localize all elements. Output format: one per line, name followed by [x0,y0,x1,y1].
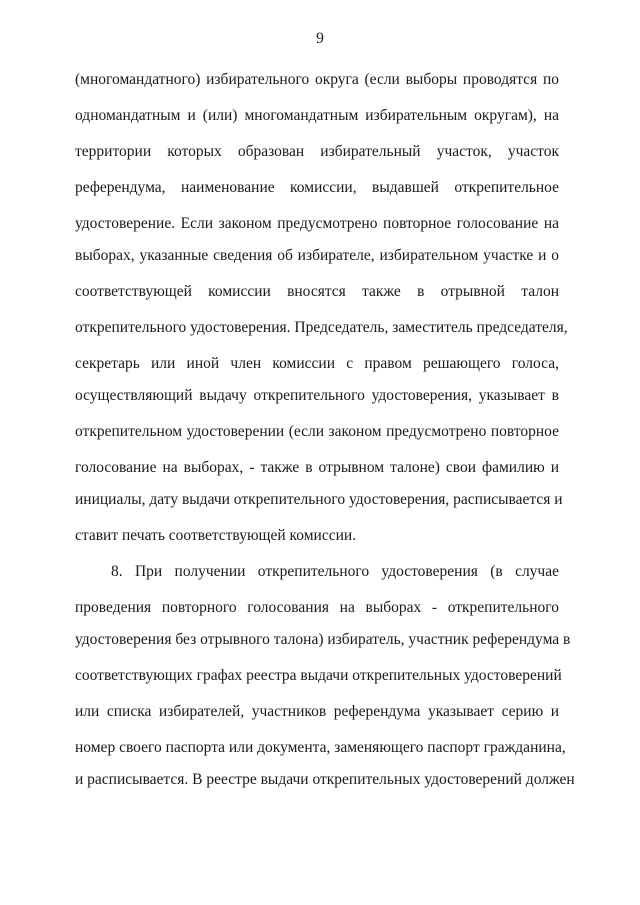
paragraph-1-line: ставит печать соответствующей комиссии. [75,527,357,544]
paragraph-1-line: осуществляющий выдачу открепительного удостоверения, указывает в [75,387,559,404]
paragraph-2-line: удостоверения без отрывного талона) избиратель, участник референдума в [75,631,571,648]
paragraph-1-line: референдума, наименование комиссии, выдавшей открепительное [75,179,559,196]
paragraph-1-line: инициалы, дату выдачи открепительного удостоверения, расписывается и [75,491,563,508]
paragraph-1-line: открепительного удостоверения. Председатель, заместитель председателя, [75,319,568,336]
page-number: 9 [316,30,324,47]
paragraph-2-line: и расписывается. В реестре выдачи открепительных удостоверений должен [75,771,575,788]
paragraph-2-line: 8. При получении открепительного удостоверения (в случае [111,563,559,580]
paragraph-2-line: проведения повторного голосования на выборах - открепительного [75,599,559,616]
paragraph-2-line: номер своего паспорта или документа, заменяющего паспорт гражданина, [75,739,566,756]
paragraph-1-line: открепительном удостоверении (если законом предусмотрено повторное [75,423,559,440]
paragraph-1-line: секретарь или иной член комиссии с правом решающего голоса, [75,355,559,372]
paragraph-1-line: одномандатным и (или) многомандатным избирательным округам), на [75,107,559,124]
paragraph-1-line: соответствующей комиссии вносятся также в отрывной талон [75,283,559,300]
paragraph-1-line: выборах, указанные сведения об избирателе, избирательном участке и о [75,247,559,264]
paragraph-1-line: удостоверение. Если законом предусмотрено повторное голосование на [75,215,559,232]
paragraph-2-line: соответствующих графах реестра выдачи открепительных удостоверений [75,667,562,684]
paragraph-1-line: (многомандатного) избирательного округа (если выборы проводятся по [75,71,559,88]
paragraph-1-line: голосование на выборах, - также в отрывном талоне) свои фамилию и [75,459,559,476]
paragraph-1-line: территории которых образован избирательный участок, участок [75,143,559,160]
paragraph-2-line: или списка избирателей, участников референдума указывает серию и [75,703,559,720]
